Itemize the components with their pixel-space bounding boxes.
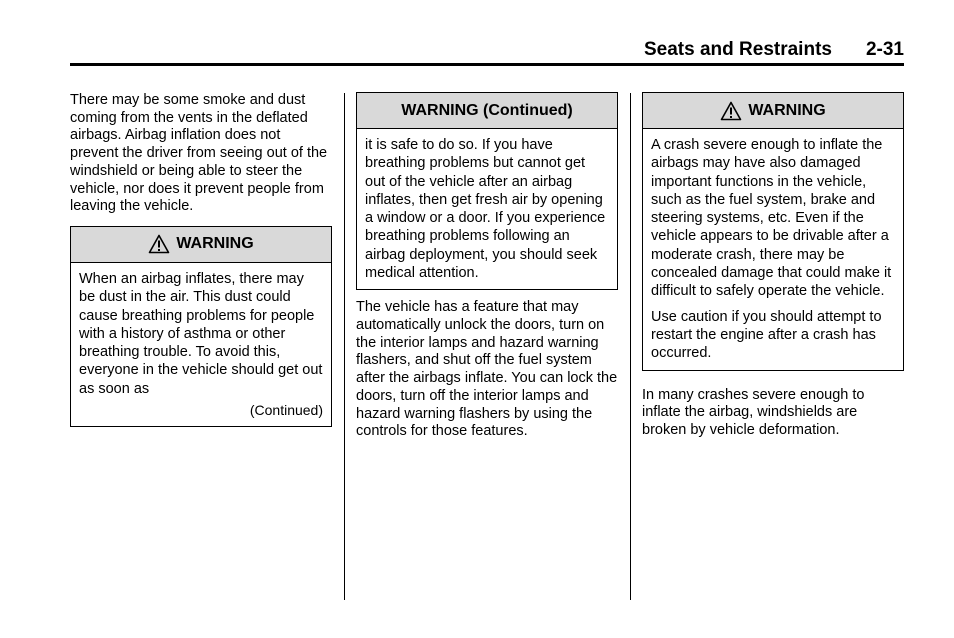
warning-body: [357, 129, 617, 289]
warning-box: [642, 92, 904, 371]
warning-box-continued: [356, 92, 618, 290]
warning-text: it is safe to do so. If you have breathing problems but cannot get out of the vehicle after an airbag inflates, then get fresh air by opening a window or a door. If you experience breathing problems following an airbag deployment, you should seek medical attention.: [365, 137, 606, 282]
warning-title: WARNING: [748, 101, 826, 119]
warning-header: [357, 93, 617, 129]
continued-note: (Continued): [249, 402, 323, 418]
intro-paragraph: There may be some smoke and dust coming from the vents in the deflated airbags. Airbag inflation does not prevent the driver from seeing out of the windshield or being able to steer the vehicle, nor does it prevent people from leaving the vehicle.: [70, 92, 328, 215]
warning-header: [643, 93, 903, 129]
crash-paragraph: In many crashes severe enough to inflate the airbag, windshields are broken by vehicle deformation.: [642, 386, 865, 438]
warning-title: WARNING (Continued): [401, 101, 573, 119]
warning-body: [643, 129, 903, 370]
section-title: Seats and Restraints: [644, 39, 832, 60]
warning-body: [71, 263, 331, 426]
feature-paragraph: The vehicle has a feature that may automatically unlock the doors, turn on the interior lamps and hazard warning flashers, and shut off the fuel system after the airbags inflate. You can lock the doors, turn off the interior lamps and hazard warning flashers by using the controls for those features.: [356, 299, 618, 440]
warning-text: When an airbag inflates, there may be dust in the air. This dust could cause breathing problems for people with a history of asthma or other breathing trouble. To avoid this, everyone in the vehicle should get out as soon as: [79, 270, 323, 397]
column-1: [70, 92, 332, 427]
page-number: 2-31: [865, 39, 904, 60]
warning-exclamation-icon: [148, 234, 170, 254]
warning-exclamation-icon: [720, 101, 742, 121]
warning-text: A crash severe enough to inflate the airbags may have also damaged important functions in the vehicle, such as the fuel system, brake and steering systems, etc. Even if the vehicle appears to be drivable after a moderate crash, there may be concealed damage that could make it difficult to safely operate the vehicle.: [651, 137, 892, 300]
column-divider: [344, 93, 345, 600]
column-3: [642, 92, 904, 440]
warning-header: [71, 227, 331, 263]
page-header: [70, 36, 904, 64]
warning-box: [70, 226, 332, 427]
warning-text: Use caution if you should attempt to restart the engine after a crash has occurred.: [651, 308, 882, 362]
column-2: [356, 92, 618, 441]
header-rule: [70, 63, 904, 66]
warning-title: WARNING: [176, 235, 254, 253]
column-divider: [630, 93, 631, 600]
